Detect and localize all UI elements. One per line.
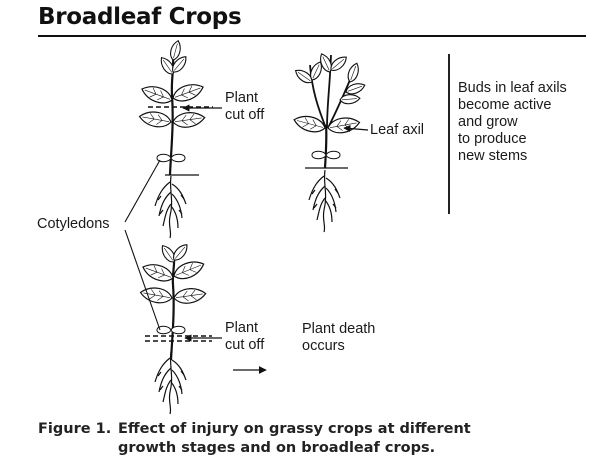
figure-caption-text: Effect of injury on grassy crops at different growth stages and on broadleaf crops.: [118, 421, 471, 456]
label-leaf-axil: Leaf axil: [370, 122, 425, 138]
cotyledon-pointer-upper: [125, 160, 160, 222]
label-plant-death: Plant death occurs: [302, 321, 376, 354]
label-plant-cut-off-top: Plant cut off: [225, 90, 265, 123]
plant-cut-off-top: [138, 40, 222, 238]
plant-regrowth: [292, 52, 368, 232]
label-plant-cut-off-bottom: Plant cut off: [225, 320, 265, 353]
label-cotyledons: Cotyledons: [37, 216, 110, 232]
cotyledon-pointer-lower: [125, 230, 160, 330]
label-buds-note: Buds in leaf axils become active and grow to produce new stems: [458, 80, 567, 164]
figure-number: Figure 1.: [38, 421, 112, 437]
page-title: Broadleaf Crops: [38, 4, 242, 30]
plant-cut-off-bottom: [139, 242, 222, 414]
